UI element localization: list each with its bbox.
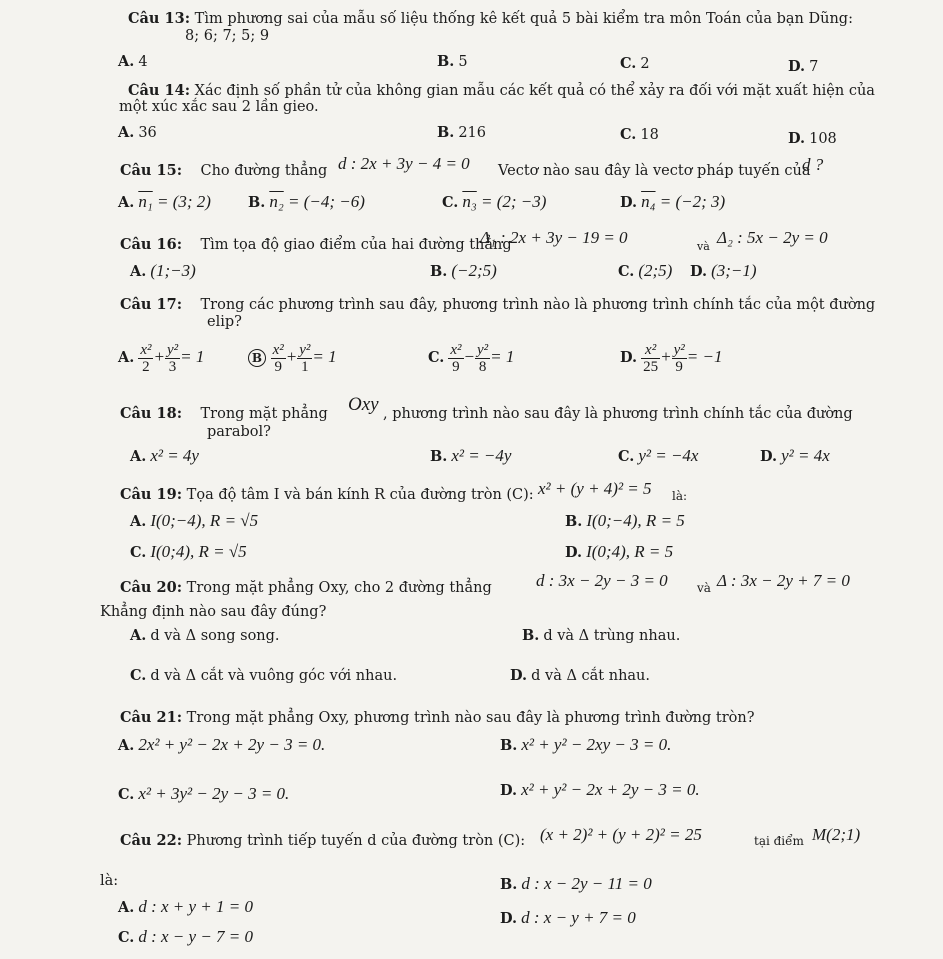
q22-text-2: tại điểm xyxy=(754,834,804,848)
q22-option-d[interactable]: D. d : x − y + 7 = 0 xyxy=(500,908,636,927)
q21-option-b[interactable]: B. x² + y² − 2xy − 3 = 0. xyxy=(500,735,672,754)
q13-text: Tìm phương sai của mẫu số liệu thống kê kết quả 5 bài kiểm tra môn Toán của bạn Dũng: xyxy=(190,11,853,27)
q20-equation-1: d : 3x − 2y − 3 = 0 xyxy=(536,571,668,590)
q17-option-c[interactable]: C. $\frac{\text{x²}}{9}$ − $\frac{\text{y²}}{8}$ = 1 xyxy=(428,341,515,375)
q20-stem: Câu 20: Trong mặt phẳng Oxy, cho 2 đường thẳng xyxy=(120,579,492,596)
q20-option-b[interactable]: B. d và Δ trùng nhau. xyxy=(522,627,681,644)
q14-option-c[interactable]: C. 18 xyxy=(620,126,659,143)
q16-option-d[interactable]: D. (3;−1) xyxy=(690,261,757,280)
q19-equation: x² + (y + 4)² = 5 xyxy=(538,479,652,498)
q20-stem-2: Khẳng định nào sau đây đúng? xyxy=(100,604,327,620)
q16-stem: Câu 16: Tìm tọa độ giao điểm của hai đường thẳng xyxy=(120,236,512,253)
q15-equation: d : 2x + 3y − 4 = 0 xyxy=(338,154,470,173)
q15-option-b[interactable]: B. n₂ = (−4; −6) xyxy=(248,192,365,211)
q18-oxy: Oxy xyxy=(348,394,379,415)
q16-and: và xyxy=(697,240,710,253)
q17-stem: Câu 17: Trong các phương trình sau đây, phương trình nào là phương trình chính tắc của một đường xyxy=(120,296,876,313)
q19-option-a[interactable]: A. I(0;−4), R = √5 xyxy=(130,511,259,530)
q22-point: M(2;1) xyxy=(812,825,861,844)
q19-stem: Câu 19: Tọa độ tâm I và bán kính R của đường tròn (C): xyxy=(120,486,534,503)
q16-option-c[interactable]: C. (2;5) xyxy=(618,261,673,280)
q22-stem: Câu 22: Phương trình tiếp tuyến d của đường tròn (C): xyxy=(120,832,526,849)
q19-end: là: xyxy=(672,489,688,503)
q18-stem-2: , phương trình nào sau đây là phương trình chính tắc của đường xyxy=(383,406,853,422)
q18-option-c[interactable]: C. y² = −4x xyxy=(618,446,699,465)
q13-option-b[interactable]: B. 5 xyxy=(437,53,468,70)
q21-option-a[interactable]: A. 2x² + y² − 2x + 2y − 3 = 0. xyxy=(118,735,326,754)
q14-option-b[interactable]: B. 216 xyxy=(437,124,486,141)
q19-option-b[interactable]: B. I(0;−4), R = 5 xyxy=(565,511,685,530)
q15-stem-2: Vectơ nào sau đây là vectơ pháp tuyến của xyxy=(498,163,811,179)
q19-option-c[interactable]: C. I(0;4), R = √5 xyxy=(130,542,247,561)
q19-option-d[interactable]: D. I(0;4), R = 5 xyxy=(565,542,674,561)
q22-option-c[interactable]: C. d : x − y − 7 = 0 xyxy=(118,927,254,946)
q20-option-a[interactable]: A. d và Δ song song. xyxy=(130,627,280,644)
q15-option-d[interactable]: D. n₄ = (−2; 3) xyxy=(620,192,726,211)
q20-option-d[interactable]: D. d và Δ cắt nhau. xyxy=(510,667,650,684)
q14-stem-2: một xúc xắc sau 2 lần gieo. xyxy=(119,99,319,115)
q13-option-a[interactable]: A. 4 xyxy=(118,53,148,70)
q20-option-c[interactable]: C. d và Δ cắt và vuông góc với nhau. xyxy=(130,667,398,684)
q14-option-d[interactable]: D. 108 xyxy=(788,130,837,147)
q16-option-a[interactable]: A. (1;−3) xyxy=(130,261,196,280)
q16-equation-2: Δ₂ : 5x − 2y = 0 xyxy=(717,228,828,247)
q18-stem-3: parabol? xyxy=(207,424,271,440)
q17-option-a[interactable]: A. $\frac{\text{x²}}{2}$ + $\frac{\text{y²}}{3}$ = 1 xyxy=(118,341,205,375)
q21-option-c[interactable]: C. x² + 3y² − 2y − 3 = 0. xyxy=(118,784,290,803)
q21-stem: Câu 21: Trong mặt phẳng Oxy, phương trình nào sau đây là phương trình đường tròn? xyxy=(120,709,755,726)
q17-option-d[interactable]: D. $\frac{\text{x²}}{25}$ + $\frac{\text{y²}}{9}$ = −1 xyxy=(620,341,723,375)
q16-option-b[interactable]: B. (−2;5) xyxy=(430,261,497,280)
q20-and: và xyxy=(697,581,711,595)
q18-stem: Câu 18: Trong mặt phẳng xyxy=(120,405,328,422)
q21-option-d[interactable]: D. x² + y² − 2x + 2y − 3 = 0. xyxy=(500,780,700,799)
q18-option-b[interactable]: B. x² = −4y xyxy=(430,446,512,465)
q15-stem: Câu 15: Cho đường thẳng xyxy=(120,162,328,179)
q17-selected-mark: B xyxy=(248,349,266,367)
q17-stem-2: elip? xyxy=(207,314,242,330)
q13-option-c[interactable]: C. 2 xyxy=(620,55,650,72)
q16-equation-1: Δ₁ : 2x + 3y − 19 = 0 xyxy=(480,228,628,247)
q18-option-d[interactable]: D. y² = 4x xyxy=(760,446,830,465)
q22-la: là: xyxy=(100,873,119,889)
q13-data: 8; 6; 7; 5; 9 xyxy=(185,28,270,44)
q22-equation: (x + 2)² + (y + 2)² = 25 xyxy=(540,825,702,844)
q14-option-a[interactable]: A. 36 xyxy=(118,124,157,141)
q13-option-d[interactable]: D. 7 xyxy=(788,58,819,75)
q15-option-a[interactable]: A. n₁ = (3; 2) xyxy=(118,192,211,211)
q22-option-b[interactable]: B. d : x − 2y − 11 = 0 xyxy=(500,874,652,893)
q13-title: Câu 13: xyxy=(128,10,191,27)
q15-stem-end: d ? xyxy=(802,155,824,174)
q20-equation-2: Δ : 3x − 2y + 7 = 0 xyxy=(717,571,850,590)
q17-option-b[interactable]: B $\frac{\text{x²}}{9}$ + $\frac{\text{y²}}{1}$ = 1 xyxy=(248,335,337,379)
q15-option-c[interactable]: C. n₃ = (2; −3) xyxy=(442,192,547,211)
q18-option-a[interactable]: A. x² = 4y xyxy=(130,446,199,465)
q13-stem xyxy=(128,10,853,28)
q14-stem: Câu 14: Xác định số phần tử của không gian mẫu các kết quả có thể xảy ra đối với mặt xuất hiện của xyxy=(128,82,875,99)
q22-option-a[interactable]: A. d : x + y + 1 = 0 xyxy=(118,897,253,916)
